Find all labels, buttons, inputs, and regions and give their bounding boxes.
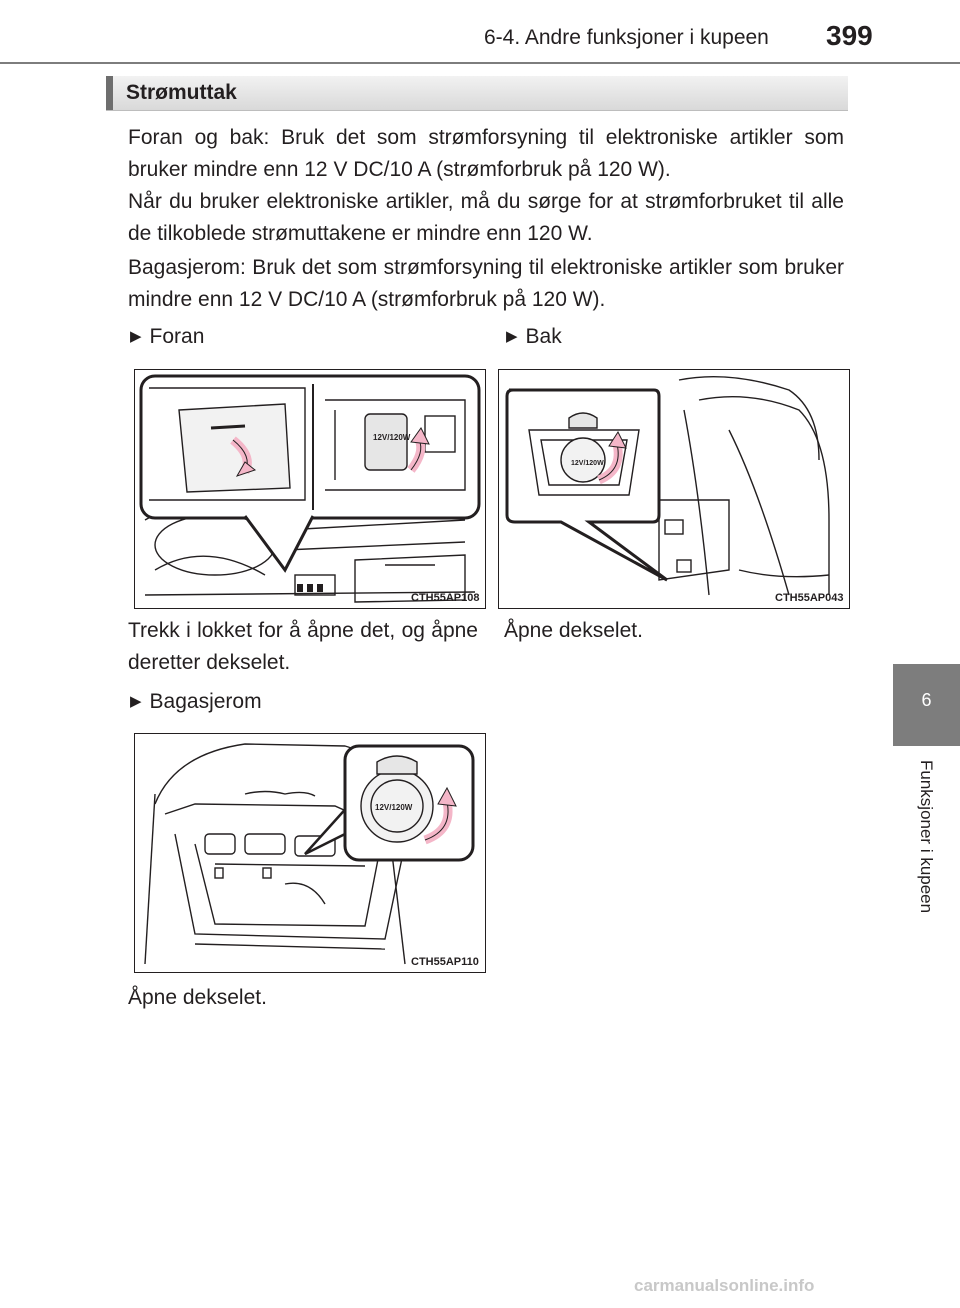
- rear-socket-label: 12V/120W: [571, 460, 604, 467]
- subheading-rear-text: Bak: [525, 325, 562, 348]
- subheading-luggage: [130, 690, 262, 714]
- figure-luggage-power-outlet: [134, 733, 486, 973]
- subheading-rear: [506, 325, 562, 349]
- figure-front-code: CTH55AP108: [411, 592, 480, 604]
- paragraph-front-rear: Foran og bak: Bruk det som strømforsyning til elektroniske artikler som bruker mindre enn 12 V DC/10 A (strømforbruk på 120 W).: [128, 126, 844, 181]
- front-socket-label: 12V/120W: [373, 433, 411, 442]
- luggage-socket-label: 12V/120W: [375, 803, 413, 812]
- rear-console-illustration: [499, 370, 849, 608]
- front-console-illustration: [135, 370, 485, 608]
- triangle-bullet-icon: ▶: [506, 328, 518, 345]
- chapter-tab: [893, 664, 960, 746]
- watermark: carmanualsonline.info: [634, 1276, 815, 1295]
- paragraph-power-limit: Når du bruker elektroniske artikler, må du sørge for at strømforbruket til alle de tilkoblede strømuttakene er mindre enn 120 W.: [128, 190, 844, 245]
- header-title: 6-4. Andre funksjoner i kupeen: [484, 26, 769, 49]
- figure-luggage-code: CTH55AP110: [411, 956, 479, 968]
- figure-rear-code: CTH55AP043: [775, 592, 844, 604]
- subheading-front-text: Foran: [149, 325, 205, 348]
- section-heading-text: Strømuttak: [126, 81, 237, 104]
- subheading-luggage-text: Bagasjerom: [149, 690, 262, 713]
- luggage-compartment-illustration: [135, 734, 485, 972]
- figure-rear-power-outlet: [498, 369, 850, 609]
- header-rule: [0, 62, 960, 64]
- paragraph-luggage: Bagasjerom: Bruk det som strømforsyning til elektroniske artikler som bruker mindre enn 12 V DC/10 A (strømforbruk på 120 W).: [128, 256, 844, 311]
- caption-front: Trekk i lokket for å åpne det, og åpne deretter dekselet.: [128, 619, 478, 674]
- section-heading: [106, 76, 848, 111]
- triangle-bullet-icon: ▶: [130, 693, 142, 710]
- figure-front-power-outlet: [134, 369, 486, 609]
- page-number: 399: [826, 20, 873, 51]
- caption-rear: Åpne dekselet.: [504, 619, 643, 642]
- chapter-tab-number: 6: [921, 690, 932, 710]
- subheading-front: [130, 325, 204, 349]
- caption-luggage: Åpne dekselet.: [128, 986, 267, 1009]
- section-heading-bar: [106, 76, 113, 110]
- triangle-bullet-icon: ▶: [130, 328, 142, 345]
- chapter-tab-label: Funksjoner i kupeen: [917, 760, 936, 914]
